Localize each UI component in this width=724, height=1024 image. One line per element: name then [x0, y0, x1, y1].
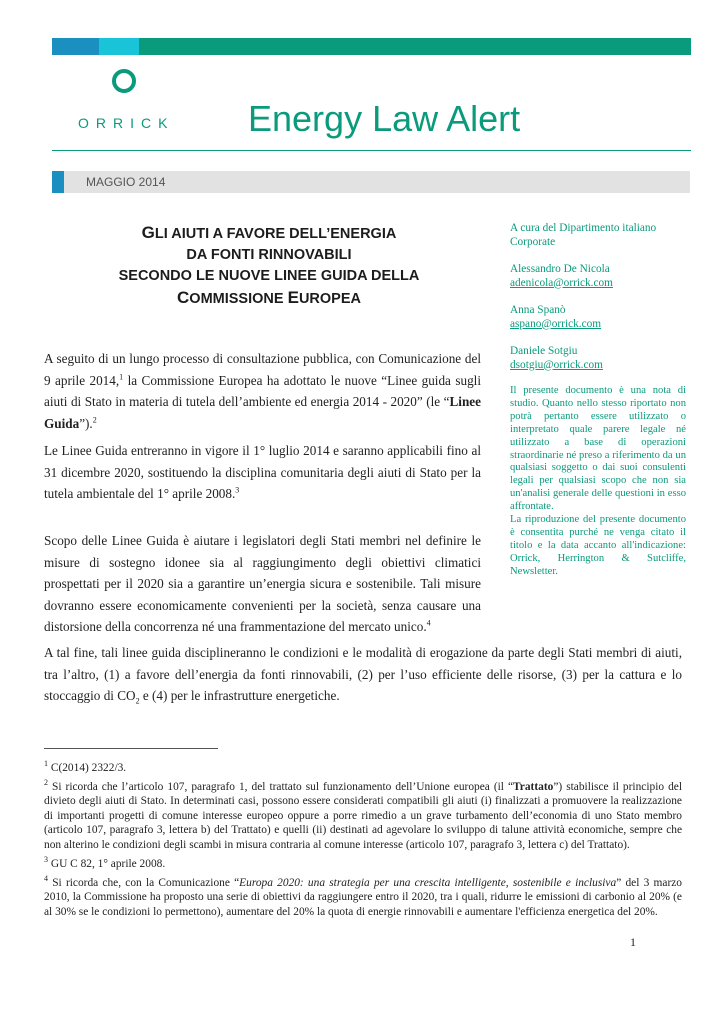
paragraph-4 [44, 642, 682, 712]
color-bar-green [139, 38, 691, 55]
footnote-ref-4[interactable]: 4 [426, 618, 431, 628]
page-number: 1 [630, 935, 636, 949]
orrick-logo-ring-icon [112, 69, 136, 93]
orrick-logo-text: ORRICK [78, 115, 175, 131]
p1-text-c: ”). [79, 415, 93, 431]
footnote-4 [44, 872, 682, 919]
author-name: Daniele Sotgiu [510, 345, 578, 357]
footnote-ref-1[interactable]: 1 [119, 372, 124, 382]
issue-date: MAGGIO 2014 [86, 175, 166, 189]
color-bar-blue [52, 38, 99, 55]
heading-line-2: DA FONTI RINNOVABILI [186, 247, 352, 263]
paragraph-3 [44, 530, 481, 638]
footnote-3 [44, 853, 682, 871]
heading-line-1-rest: LI AIUTI A FAVORE DELL’ENERGIA [154, 226, 397, 242]
footnote-1 [44, 757, 682, 775]
sidebar-department: A cura del Dipartimento italiano Corporate [510, 222, 657, 248]
footnote-text: C(2014) 2322/3. [48, 761, 127, 774]
p4-text-b: e (4) per le infrastrutture energetiche. [139, 688, 340, 703]
footnote-2 [44, 776, 682, 852]
newsletter-title: Energy Law Alert [248, 98, 521, 139]
color-bar-cyan [99, 38, 139, 55]
heading-line-4: COMMISSIONE EUROPEA [177, 288, 361, 307]
footnote-ref-2[interactable]: 2 [92, 415, 97, 425]
author-email-link[interactable]: adenicola@orrick.com [510, 276, 613, 289]
footnote-number: 1 [44, 759, 48, 768]
paragraph-1 [44, 348, 481, 434]
p2-text: Le Linee Guida entreranno in vigore il 1° luglio 2014 e saranno applicabili fino al 31 dicembre 2020, sostituendo la disciplina comunitaria degli aiuti di Stato per la tutela ambientale del 1° aprile 2008. [44, 443, 481, 501]
footnote-ref-3[interactable]: 3 [235, 485, 240, 495]
p3-text: Scopo delle Linee Guida è aiutare i legislatori degli Stati membri nel definire le misure di sostegno idonee sia al raggiungimento degli obiettivi climatici prospettati per il 2020 sia a garantire un’energia sicura e sostenibile. Tali misure dovranno essere economicamente convenienti per la società, senza causare una distorsione della concorrenza né una frammentazione del mercato unico. [44, 533, 481, 634]
footnote-text: Si ricorda che, con la Comunicazione “ [48, 877, 240, 890]
footnote-number: 4 [44, 874, 48, 884]
p1-bold-term: Linee Guida [44, 394, 481, 431]
footnote-text: ”) stabilisce il principio del divieto degli aiuti di Stato. In determinati casi, possono essere considerati compatibili gli aiuti (i) finalizzati a promuovere la realizzazione di importanti progetti di comune interesse europeo oppure a porre rimedio a un grave turbamento dell’economia di uno Stato membro (articolo 107, paragrafo 3, lettera b) del Trattato) e quelli (ii) destinati ad agevolare lo sviluppo di talune attività economiche, sempre che non alterino le condizioni degli scambi in misura contraria al comune interesse (articolo 107, paragrafo 3, lettera c) del Trattato). [44, 781, 682, 851]
sidebar-disclaimer [510, 385, 686, 579]
header-rule [52, 150, 691, 151]
footnote-number: 2 [44, 778, 48, 788]
footnote-separator [44, 748, 218, 749]
author-2 [510, 304, 690, 331]
author-3 [510, 345, 690, 372]
co2-subscript: 2 [135, 696, 140, 706]
disclaimer-paragraph-2: La riproduzione del presente documento è consentita purché ne venga citato il titolo e la data accanto all'indicazione: Orrick, Herrington & Sutcliffe, Newsletter. [510, 514, 686, 577]
footnote-text: ” del 3 marzo 2010, la Commissione ha proposto una serie di obiettivi da raggiungere entro il 2020, tra i quali, ridurre le emissioni di carbonio al 20% (e al 30% se le condizioni lo permettono), aumentare del 20% la quota di energie rinnovabili e aumentare l'efficienza energetica del 20%. [44, 877, 682, 918]
p4-text-a: A tal fine, tali linee guida disciplineranno le condizioni e le modalità di erogazione da parte degli Stati membri di aiuti, tra l’altro, (1) a favore dell’energia da fonti rinnovabili, (2) per l’uso efficiente delle risorse, (3) per la cattura e lo stoccaggio di CO [44, 645, 682, 703]
footnote-text: GU C 82, 1° aprile 2008. [48, 857, 166, 870]
footnote-text: Si ricorda che l’articolo 107, paragrafo 1, del trattato sul funzionamento dell’Unione europea (il “ [48, 781, 514, 793]
disclaimer-paragraph-1: Il presente documento è una nota di studio. Quanto nello stesso riportato non potrà pertanto essere utilizzato o interpretato quale parere legale né utilizzato a base di operazioni straordinarie né preso a riferimento da un qualsiasi soggetto o dai suoi consulenti legali per qualsiasi scopo che non sia un'analisi generale delle questioni in esso affrontate. [510, 385, 686, 513]
p1-text-b: la Commissione Europea ha adottato le nuove “Linee guida sugli aiuti di Stato in materia di tutela dell’ambiente ed energia 2014 - 2020” (le “ [44, 372, 481, 409]
p1-text-a: A seguito di un lungo processo di consultazione pubblica, con Comunicazione del 9 aprile 2014, [44, 351, 481, 388]
heading-line-3: SECONDO LE NUOVE LINEE GUIDA DELLA [118, 268, 420, 284]
footnotes [44, 757, 682, 920]
author-1 [510, 263, 690, 290]
footnote-number: 3 [44, 855, 48, 865]
article-heading [60, 222, 478, 310]
date-bar [52, 171, 690, 193]
heading-line-1: GLI AIUTI A FAVORE DELL’ENERGIA [141, 223, 397, 242]
author-name: Anna Spanò [510, 304, 566, 316]
paragraph-2 [44, 440, 481, 505]
footnote-bold-term: Trattato [513, 781, 554, 793]
header-color-bar [52, 38, 691, 55]
author-name: Alessandro De Nicola [510, 263, 610, 275]
date-bar-marker [52, 171, 64, 193]
author-email-link[interactable]: dsotgiu@orrick.com [510, 358, 603, 371]
author-email-link[interactable]: aspano@orrick.com [510, 317, 602, 330]
footnote-italic-title: Europa 2020: una strategia per una crescita intelligente, sostenibile e inclusiva [239, 877, 617, 890]
